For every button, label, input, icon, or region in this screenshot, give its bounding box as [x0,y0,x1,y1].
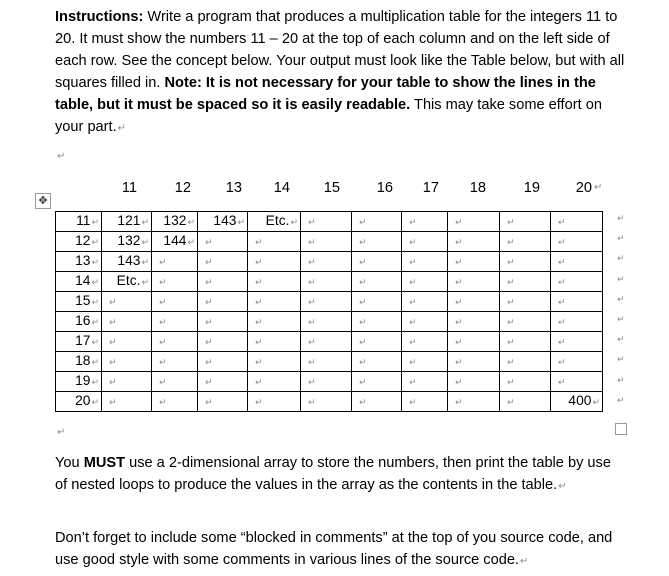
table-cell[interactable] [352,392,402,412]
table-cell[interactable] [551,272,603,292]
cell-end-mark: ↵ [409,257,417,267]
instructions-text: Write a program that produces a multiplication table for the integers 11 to 20. It must show the numbers 11 – 20 at the top of each column and on the left side of each row. See the concept below. Your output must look like the Table below, but with all squares filled in. [55,9,625,91]
row-header-cell[interactable] [56,232,102,252]
cell-end-mark: ↵ [308,337,316,347]
table-cell[interactable] [248,252,301,272]
table-cell[interactable] [248,372,301,392]
table-cell[interactable] [551,372,603,392]
cell-end-mark: ↵ [359,397,367,407]
table-cell[interactable] [551,232,603,252]
row-end-mark: ↵ [617,354,625,365]
cell-end-mark: ↵ [558,257,566,267]
cell-value: 143 [213,213,237,228]
table-cell[interactable] [500,372,551,392]
row-header-value: 16 [75,313,91,328]
table-cell[interactable] [551,252,603,272]
table-cell[interactable] [402,232,448,252]
cell-end-mark: ↵ [359,317,367,327]
cell-end-mark: ↵ [409,377,417,387]
table-cell[interactable] [402,312,448,332]
cell-value: Etc. [116,273,141,288]
cell-end-mark: ↵ [159,297,167,307]
table-row [56,372,603,392]
cell-end-mark: ↵ [359,217,367,227]
cell-end-mark: ↵ [159,257,167,267]
table-cell[interactable] [248,272,301,292]
table-row [56,312,603,332]
cell-end-mark: ↵ [91,317,99,327]
column-header-18: 18 [469,180,486,196]
cell-end-mark: ↵ [455,397,463,407]
row-header-value: 17 [75,333,91,348]
cell-end-mark: ↵ [141,257,149,267]
paragraph-mark: ↵ [594,182,603,193]
table-move-handle-icon[interactable]: ✥ [35,193,51,209]
must-bold: MUST [83,455,126,471]
cell-end-mark: ↵ [255,317,263,327]
cell-end-mark: ↵ [109,357,117,367]
row-header-cell[interactable] [56,392,102,412]
table-cell[interactable] [248,392,301,412]
cell-end-mark: ↵ [359,337,367,347]
table-cell[interactable] [352,272,402,292]
table-cell[interactable] [102,272,152,292]
table-cell[interactable] [352,372,402,392]
cell-end-mark: ↵ [255,257,263,267]
table-cell[interactable] [301,372,352,392]
table-cell[interactable] [551,332,603,352]
table-cell[interactable] [500,212,551,232]
cell-end-mark: ↵ [91,217,99,227]
table-cell[interactable] [448,292,500,312]
cell-end-mark: ↵ [91,397,99,407]
table-cell[interactable] [301,312,352,332]
cell-end-mark: ↵ [507,397,515,407]
table-cell[interactable] [448,232,500,252]
note-text: It is not necessary for your table to show the lines in the table, but it must be spaced so it is easily readable. [55,75,596,113]
row-end-mark: ↵ [617,334,625,345]
cell-end-mark: ↵ [159,357,167,367]
cell-end-mark: ↵ [359,257,367,267]
cell-end-mark: ↵ [205,317,213,327]
cell-end-mark: ↵ [455,297,463,307]
cell-end-mark: ↵ [409,357,417,367]
table-cell[interactable] [152,312,198,332]
row-end-mark: ↵ [617,253,625,264]
table-cell[interactable] [301,332,352,352]
cell-end-mark: ↵ [455,257,463,267]
cell-end-mark: ↵ [409,297,417,307]
column-header-19: 19 [523,180,540,196]
cell-end-mark: ↵ [507,237,515,247]
cell-value: 121 [117,213,141,228]
row-end-mark: ↵ [617,213,625,223]
table-cell[interactable] [152,372,198,392]
row-end-mark: ↵ [617,394,625,405]
cell-end-mark: ↵ [91,377,99,387]
table-cell[interactable] [248,232,301,252]
cell-end-mark: ↵ [205,237,213,247]
table-resize-handle[interactable] [615,423,627,435]
cell-end-mark: ↵ [91,237,99,247]
row-header-value: 19 [75,373,91,388]
row-header-cell[interactable] [56,312,102,332]
cell-end-mark: ↵ [455,217,463,227]
table-cell[interactable] [500,352,551,372]
cell-end-mark: ↵ [308,297,316,307]
table-row [56,232,603,252]
empty-paragraph-mark: ↵ [57,427,66,438]
row-end-mark: ↵ [617,273,625,284]
column-header-11: 11 [121,180,137,196]
table-cell[interactable] [198,352,248,372]
table-cell[interactable] [402,352,448,372]
cell-end-mark: ↵ [141,237,149,247]
cell-end-mark: ↵ [91,337,99,347]
cell-end-mark: ↵ [308,377,316,387]
cell-end-mark: ↵ [91,297,99,307]
table-cell[interactable] [551,212,603,232]
table-cell[interactable] [448,332,500,352]
table-cell[interactable] [102,252,152,272]
table-cell[interactable] [500,292,551,312]
instructions-label: Instructions: [55,9,144,25]
table-cell[interactable] [152,292,198,312]
cell-end-mark: ↵ [558,277,566,287]
table-cell[interactable] [352,212,402,232]
cell-value: 132 [117,233,141,248]
row-header-cell[interactable] [56,292,102,312]
cell-end-mark: ↵ [308,217,316,227]
table-row [56,272,603,292]
table-cell[interactable] [448,372,500,392]
cell-end-mark: ↵ [255,397,263,407]
cell-end-mark: ↵ [308,257,316,267]
paragraph-mark: ↵ [117,123,127,134]
table-cell[interactable] [301,292,352,312]
cell-end-mark: ↵ [592,397,600,407]
table-cell[interactable] [248,352,301,372]
table-row [56,212,603,232]
cell-end-mark: ↵ [159,377,167,387]
row-end-mark: ↵ [617,313,625,324]
column-header-row [55,176,615,200]
cell-end-mark: ↵ [507,217,515,227]
cell-end-mark: ↵ [409,237,417,247]
cell-end-mark: ↵ [455,377,463,387]
table-cell[interactable] [500,332,551,352]
cell-end-mark: ↵ [159,397,167,407]
table-cell[interactable] [500,312,551,332]
cell-end-mark: ↵ [255,357,263,367]
cell-end-mark: ↵ [205,377,213,387]
table-cell[interactable] [301,252,352,272]
cell-end-mark: ↵ [507,357,515,367]
cell-value: 143 [117,253,141,268]
cell-end-mark: ↵ [409,217,417,227]
cell-end-mark: ↵ [159,337,167,347]
table-cell[interactable] [198,212,248,232]
cell-end-mark: ↵ [507,317,515,327]
cell-end-mark: ↵ [91,277,99,287]
cell-end-mark: ↵ [205,277,213,287]
cell-end-mark: ↵ [308,357,316,367]
row-header-cell[interactable] [56,272,102,292]
table-cell[interactable] [402,292,448,312]
row-header-value: 15 [75,293,91,308]
cell-end-mark: ↵ [409,337,417,347]
cell-end-mark: ↵ [308,237,316,247]
cell-end-mark: ↵ [141,277,149,287]
table-cell[interactable] [198,232,248,252]
cell-end-mark: ↵ [558,217,566,227]
row-header-value: 11 [76,213,91,228]
table-cell[interactable] [448,212,500,232]
cell-end-mark: ↵ [409,397,417,407]
cell-end-mark: ↵ [359,377,367,387]
cell-end-mark: ↵ [205,297,213,307]
must-text: use a 2-dimensional array to store the numbers, then print the table by use of nested loops to produce the values in the array as the contents in the table. [55,455,611,493]
table-cell[interactable] [402,372,448,392]
row-header-cell[interactable] [56,332,102,352]
table-cell[interactable] [198,312,248,332]
cell-end-mark: ↵ [455,357,463,367]
cell-end-mark: ↵ [359,297,367,307]
table-cell[interactable] [352,332,402,352]
cell-value: Etc. [265,213,290,228]
column-header-15: 15 [323,180,340,196]
instructions-paragraph [55,6,627,140]
cell-end-mark: ↵ [109,397,117,407]
table-cell[interactable] [551,392,603,412]
table-cell[interactable] [301,272,352,292]
cell-end-mark: ↵ [558,297,566,307]
cell-value: 144 [163,233,187,248]
cell-end-mark: ↵ [290,217,298,227]
cell-end-mark: ↵ [558,317,566,327]
cell-end-mark: ↵ [558,237,566,247]
table-cell[interactable] [152,392,198,412]
row-end-mark: ↵ [617,293,625,304]
cell-end-mark: ↵ [141,217,149,227]
table-row [56,332,603,352]
table-cell[interactable] [301,212,352,232]
table-cell[interactable] [448,272,500,292]
column-header-20: 20 [575,180,592,196]
cell-end-mark: ↵ [187,237,195,247]
cell-end-mark: ↵ [455,237,463,247]
cell-end-mark: ↵ [308,397,316,407]
table-cell[interactable] [102,292,152,312]
table-cell[interactable] [152,212,198,232]
cell-end-mark: ↵ [558,337,566,347]
table-cell[interactable] [248,212,301,232]
comments-paragraph [55,527,627,573]
column-header-16: 16 [376,180,393,196]
row-header-cell[interactable] [56,252,102,272]
table-cell[interactable] [198,332,248,352]
table-row [56,352,603,372]
cell-end-mark: ↵ [109,337,117,347]
cell-end-mark: ↵ [359,237,367,247]
cell-end-mark: ↵ [507,257,515,267]
table-cell[interactable] [301,352,352,372]
table-cell[interactable] [352,292,402,312]
table-cell[interactable] [352,232,402,252]
column-header-14: 14 [273,180,290,196]
row-header-value: 12 [75,233,91,248]
cell-end-mark: ↵ [558,377,566,387]
cell-end-mark: ↵ [255,277,263,287]
table-cell[interactable] [551,312,603,332]
table-cell[interactable] [500,272,551,292]
row-end-marks [617,211,625,413]
cell-end-mark: ↵ [359,277,367,287]
row-header-value: 13 [75,253,91,268]
cell-end-mark: ↵ [455,317,463,327]
table-cell[interactable] [198,372,248,392]
table-cell[interactable] [448,252,500,272]
cell-end-mark: ↵ [237,217,245,227]
cell-end-mark: ↵ [308,317,316,327]
paragraph-mark: ↵ [558,481,567,492]
table-cell[interactable] [301,392,352,412]
table-cell[interactable] [198,392,248,412]
table-cell[interactable] [248,292,301,312]
table-cell[interactable] [198,272,248,292]
cell-end-mark: ↵ [187,217,195,227]
column-header-17: 17 [422,180,439,196]
column-header-12: 12 [174,180,191,196]
cell-end-mark: ↵ [409,277,417,287]
cell-end-mark: ↵ [455,277,463,287]
cell-end-mark: ↵ [205,397,213,407]
cell-end-mark: ↵ [455,337,463,347]
table-cell[interactable] [152,252,198,272]
cell-end-mark: ↵ [359,357,367,367]
table-cell[interactable] [198,252,248,272]
table-cell[interactable] [551,352,603,372]
cell-end-mark: ↵ [109,317,117,327]
row-header-value: 18 [75,353,91,368]
table-cell[interactable] [152,232,198,252]
cell-end-mark: ↵ [507,297,515,307]
row-end-mark: ↵ [617,233,625,244]
cell-end-mark: ↵ [109,297,117,307]
row-end-mark: ↵ [617,374,625,385]
table-cell[interactable] [402,332,448,352]
table-cell[interactable] [152,332,198,352]
table-cell[interactable] [500,392,551,412]
cell-end-mark: ↵ [159,317,167,327]
table-cell[interactable] [102,312,152,332]
row-header-cell[interactable] [56,352,102,372]
after-note-text: This may take some effort on your part. [55,97,602,135]
cell-end-mark: ↵ [255,377,263,387]
table-cell[interactable] [198,292,248,312]
cell-end-mark: ↵ [255,297,263,307]
cell-end-mark: ↵ [507,377,515,387]
cell-end-mark: ↵ [109,377,117,387]
table-cell[interactable] [448,352,500,372]
cell-end-mark: ↵ [91,257,99,267]
table-cell[interactable] [152,352,198,372]
multiplication-table [55,211,603,412]
paragraph-mark: ↵ [520,556,529,567]
table-cell[interactable] [102,232,152,252]
column-header-13: 13 [225,180,242,196]
cell-end-mark: ↵ [558,357,566,367]
table-cell[interactable] [352,312,402,332]
table-cell[interactable] [448,392,500,412]
cell-end-mark: ↵ [409,317,417,327]
table-cell[interactable] [102,212,152,232]
cell-end-mark: ↵ [205,337,213,347]
cell-value: 132 [163,213,187,228]
cell-end-mark: ↵ [308,277,316,287]
cell-end-mark: ↵ [205,257,213,267]
table-row [56,252,603,272]
must-paragraph [55,452,627,498]
cell-value: 400 [568,393,592,408]
table-cell[interactable] [352,252,402,272]
table-cell[interactable] [301,232,352,252]
row-header-cell[interactable] [56,212,102,232]
row-header-value: 20 [75,393,91,408]
table-cell[interactable] [102,332,152,352]
cell-end-mark: ↵ [255,337,263,347]
must-pre: You [55,455,84,471]
table-cell[interactable] [402,392,448,412]
cell-end-mark: ↵ [507,337,515,347]
cell-end-mark: ↵ [507,277,515,287]
table-cell[interactable] [402,252,448,272]
table-cell[interactable] [102,352,152,372]
row-header-cell[interactable] [56,372,102,392]
table-row [56,292,603,312]
table-cell[interactable] [152,272,198,292]
empty-paragraph-mark: ↵ [57,151,66,162]
table-cell[interactable] [102,392,152,412]
table-cell[interactable] [248,332,301,352]
cell-end-mark: ↵ [159,277,167,287]
row-header-value: 14 [75,273,91,288]
table-row [56,392,603,412]
comments-text: Don’t forget to include some “blocked in comments” at the top of you source code, and use good style with some comments in various lines of the source code. [55,530,613,568]
table-cell[interactable] [551,292,603,312]
table-cell[interactable] [500,232,551,252]
table-cell[interactable] [402,272,448,292]
table-cell[interactable] [248,312,301,332]
cell-end-mark: ↵ [205,357,213,367]
cell-end-mark: ↵ [255,237,263,247]
table-cell[interactable] [402,212,448,232]
table-cell[interactable] [500,252,551,272]
table-cell[interactable] [102,372,152,392]
table-cell[interactable] [448,312,500,332]
table-cell[interactable] [352,352,402,372]
note-label: Note: [164,75,202,91]
cell-end-mark: ↵ [91,357,99,367]
